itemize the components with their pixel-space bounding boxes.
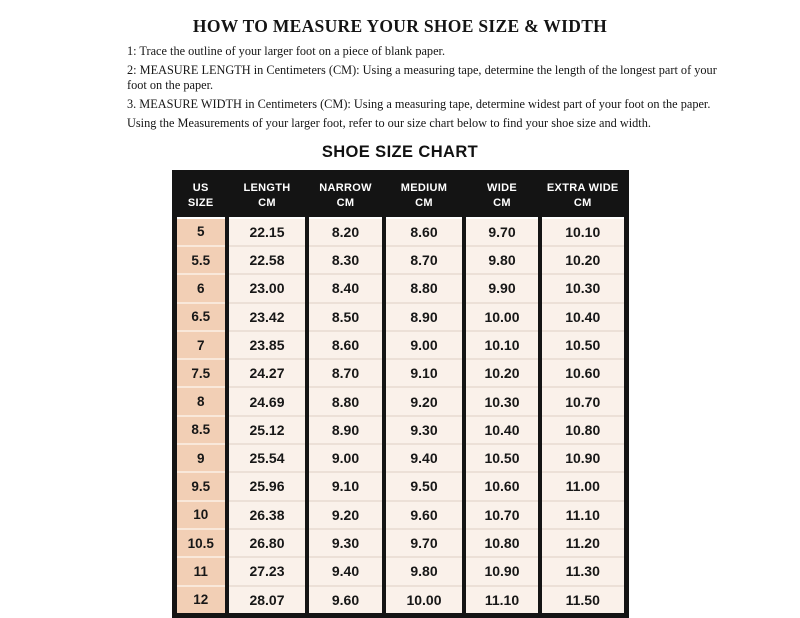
value-cell: 9.20 [384,387,464,415]
size-cell: 8.5 [174,416,227,444]
value-cell: 9.50 [384,472,464,500]
table-row [174,416,626,444]
value-cell: 10.10 [540,218,626,246]
page-title: HOW TO MEASURE YOUR SHOE SIZE & WIDTH [192,16,608,36]
value-cell: 10.90 [540,444,626,472]
value-cell: 11.30 [540,557,626,585]
table-row [174,359,626,387]
value-cell: 8.50 [307,303,384,331]
value-cell: 11.10 [464,586,540,616]
value-cell: 8.80 [307,387,384,415]
value-cell: 10.20 [540,246,626,274]
value-cell: 10.90 [464,557,540,585]
value-cell: 9.80 [384,557,464,585]
value-cell: 26.38 [227,501,307,529]
instruction-line-3: 3. MEASURE WIDTH in Centimeters (CM): Using a measuring tape, determine widest part of your foot on the paper. [127,97,711,112]
size-cell: 7 [174,331,227,359]
header-row [174,172,626,218]
table-header [174,172,626,218]
size-cell: 7.5 [174,359,227,387]
value-cell: 8.60 [384,218,464,246]
value-cell: 8.40 [307,274,384,302]
table-row [174,387,626,415]
size-cell: 10.5 [174,529,227,557]
value-cell: 10.80 [464,529,540,557]
value-cell: 9.60 [307,586,384,616]
column-header: WIDE CM [464,172,540,218]
value-cell: 22.15 [227,218,307,246]
table-row [174,501,626,529]
value-cell: 11.00 [540,472,626,500]
instruction-line-1: 1: Trace the outline of your larger foot on a piece of blank paper. [127,44,446,58]
value-cell: 9.80 [464,246,540,274]
measuring-instructions [127,44,733,132]
column-header: MEDIUM CM [384,172,464,218]
value-cell: 10.30 [464,387,540,415]
value-cell: 26.80 [227,529,307,557]
size-cell: 10 [174,501,227,529]
value-cell: 9.40 [307,557,384,585]
table-row [174,444,626,472]
value-cell: 8.60 [307,331,384,359]
value-cell: 10.70 [540,387,626,415]
value-cell: 8.80 [384,274,464,302]
value-cell: 10.40 [464,416,540,444]
value-cell: 23.85 [227,331,307,359]
value-cell: 10.00 [464,303,540,331]
column-header: NARROW CM [307,172,384,218]
value-cell: 9.20 [307,501,384,529]
value-cell: 9.70 [464,218,540,246]
table-row [174,303,626,331]
value-cell: 10.60 [464,472,540,500]
value-cell: 27.23 [227,557,307,585]
size-cell: 5 [174,218,227,246]
table-row [174,472,626,500]
value-cell: 9.00 [384,331,464,359]
value-cell: 10.40 [540,303,626,331]
column-header: EXTRA WIDE CM [540,172,626,218]
value-cell: 25.96 [227,472,307,500]
table-row [174,557,626,585]
value-cell: 9.30 [384,416,464,444]
chart-heading: SHOE SIZE CHART [321,142,479,161]
column-header: US SIZE [174,172,227,218]
value-cell: 10.60 [540,359,626,387]
column-header: LENGTH CM [227,172,307,218]
size-cell: 12 [174,586,227,616]
value-cell: 10.50 [540,331,626,359]
value-cell: 10.30 [540,274,626,302]
value-cell: 23.00 [227,274,307,302]
value-cell: 9.00 [307,444,384,472]
value-cell: 9.90 [464,274,540,302]
instruction-line-4: Using the Measurements of your larger foot, refer to our size chart below to find your shoe size and width. [127,115,651,130]
table-row [174,586,626,616]
shoe-size-table [172,170,629,618]
value-cell: 8.20 [307,218,384,246]
value-cell: 23.42 [227,303,307,331]
value-cell: 9.70 [384,529,464,557]
value-cell: 8.70 [384,246,464,274]
value-cell: 10.20 [464,359,540,387]
value-cell: 10.10 [464,331,540,359]
value-cell: 10.70 [464,501,540,529]
size-cell: 9 [174,444,227,472]
value-cell: 22.58 [227,246,307,274]
value-cell: 9.60 [384,501,464,529]
value-cell: 25.12 [227,416,307,444]
size-cell: 5.5 [174,246,227,274]
value-cell: 8.90 [307,416,384,444]
table-row [174,218,626,246]
table-row [174,246,626,274]
table-row [174,274,626,302]
table-row [174,529,626,557]
value-cell: 11.10 [540,501,626,529]
value-cell: 24.27 [227,359,307,387]
value-cell: 28.07 [227,586,307,616]
value-cell: 9.10 [384,359,464,387]
value-cell: 24.69 [227,387,307,415]
value-cell: 8.70 [307,359,384,387]
size-cell: 6 [174,274,227,302]
value-cell: 10.80 [540,416,626,444]
size-cell: 11 [174,557,227,585]
value-cell: 9.30 [307,529,384,557]
value-cell: 8.90 [384,303,464,331]
value-cell: 8.30 [307,246,384,274]
size-cell: 6.5 [174,303,227,331]
instruction-line-2: 2: MEASURE LENGTH in Centimeters (CM): Using a measuring tape, determine the length of the longest part of your foot on the paper. [127,62,717,93]
size-guide-page [0,16,800,618]
size-cell: 8 [174,387,227,415]
value-cell: 11.50 [540,586,626,616]
value-cell: 9.10 [307,472,384,500]
value-cell: 10.50 [464,444,540,472]
value-cell: 25.54 [227,444,307,472]
value-cell: 9.40 [384,444,464,472]
size-cell: 9.5 [174,472,227,500]
value-cell: 11.20 [540,529,626,557]
value-cell: 10.00 [384,586,464,616]
table-row [174,331,626,359]
table-body [174,218,626,616]
